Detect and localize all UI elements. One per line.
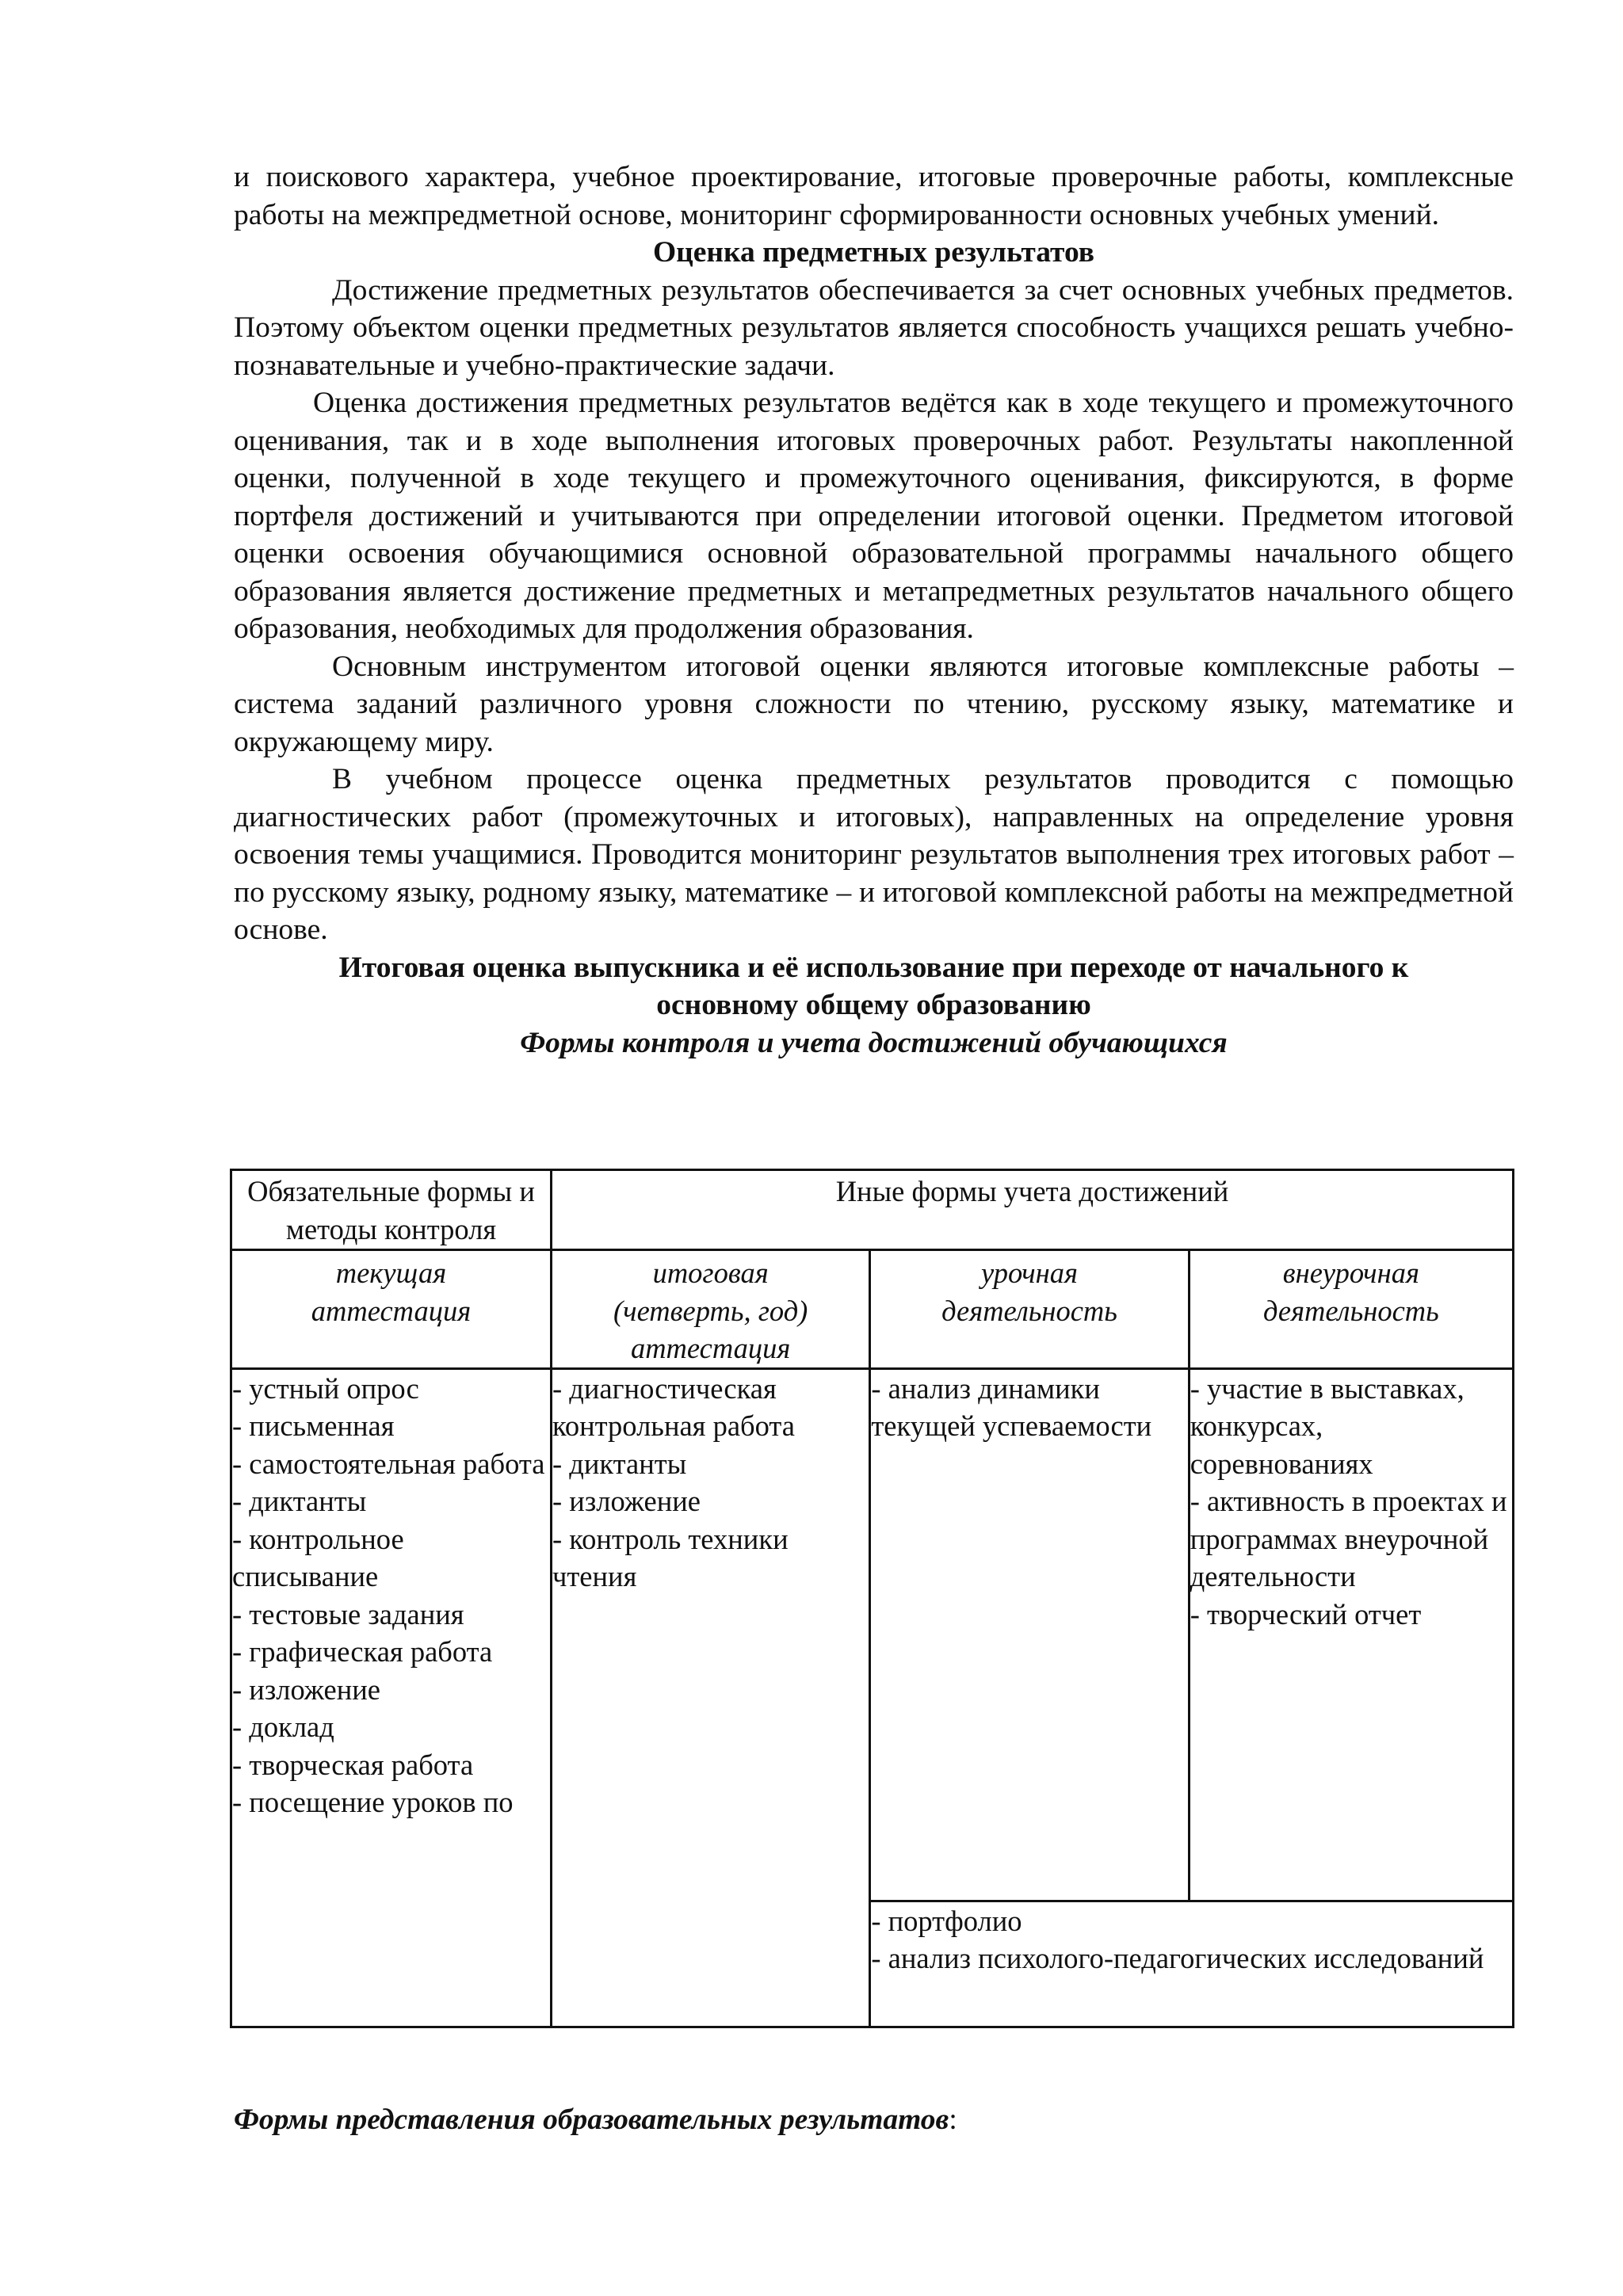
subheader-extracurricular: внеурочная деятельность	[1189, 1250, 1513, 1369]
results-forms-line	[234, 2101, 957, 2139]
table-caption: Формы контроля и учета достижений обучающихся	[520, 1026, 1228, 1059]
table-body-row	[231, 1368, 1514, 1901]
subheader-lesson: урочная деятельность	[870, 1250, 1189, 1369]
paragraph-subject-results-2: Оценка достижения предметных результатов ведётся как в ходе текущего и промежуточного оценивания, так и в ходе выполнения итоговых проверочных работ. Результаты накопленной оценки, полученной в ходе текущего и промежуточного оценивания, фиксируются, в форме портфеля достижений и учитываются при определении итоговой оценки. Предметом итоговой оценки освоения обучающимися основной образовательной программы начального общего образования является достижение предметных и метапредметных результатов начального общего образования, необходимых для продолжения образования.	[234, 387, 1514, 645]
cell-lesson-items: - анализ динамики текущей успеваемости	[870, 1368, 1189, 1901]
paragraph-subject-results-1: Достижение предметных результатов обеспечивается за счет основных учебных предметов. Поэтому объектом оценки предметных результатов является способность учащихся решать учебно-познавательные и учебно-практические задачи.	[234, 273, 1514, 382]
cell-final-items: - диагностическая контрольная работа - диктанты - изложение - контроль техники чтения	[552, 1368, 870, 2027]
results-forms-colon: :	[949, 2103, 957, 2136]
section-heading-subject-results: Оценка предметных результатов	[652, 236, 1095, 269]
intro-paragraph: и поискового характера, учебное проектирование, итоговые проверочные работы, комплексные работы на межпредметной основе, мониторинг сформированности основных учебных умений.	[234, 161, 1514, 231]
header-other-forms: Иные формы учета достижений	[552, 1170, 1514, 1250]
subheader-final: итоговая (четверть, год) аттестация	[552, 1250, 870, 1369]
paragraph-subject-results-4: В учебном процессе оценка предметных результатов проводится с помощью диагностических работ (промежуточных и итоговых), направленных на определение уровня освоения темы учащимися. Проводится мониторинг результатов выполнения трех итоговых работ – по русскому языку, родному языку, математике – и итоговой комплексной работы на межпредметной основе.	[234, 763, 1514, 946]
table-subheader-row	[231, 1250, 1514, 1369]
control-forms-table	[230, 1169, 1514, 2028]
cell-portfolio-items: - портфолио - анализ психолого-педагогических исследований	[870, 1901, 1514, 2027]
subheader-current: текущая аттестация	[231, 1250, 552, 1369]
section-heading-final-assessment: Итоговая оценка выпускника и её использование при переходе от начального к основному общему образованию	[338, 951, 1409, 1021]
cell-extracurricular-items: - участие в выставках, конкурсах, соревнованиях - активность в проектах и программах внеурочной деятельности - творческий отчет	[1189, 1368, 1513, 1901]
document-content	[234, 158, 1514, 1062]
cell-current-items: - устный опрос - письменная - самостоятельная работа - диктанты - контрольное списывание - тестовые задания - графическая работа - изложение - доклад - творческая работа - посещение уроков по	[231, 1368, 552, 2027]
header-mandatory-forms: Обязательные формы и методы контроля	[231, 1170, 552, 1250]
table-header-row	[231, 1170, 1514, 1250]
results-forms-label: Формы представления образовательных результатов	[234, 2103, 949, 2136]
paragraph-subject-results-3: Основным инструментом итоговой оценки являются итоговые комплексные работы – система заданий различного уровня сложности по чтению, русскому языку, математике и окружающему миру.	[234, 650, 1514, 758]
